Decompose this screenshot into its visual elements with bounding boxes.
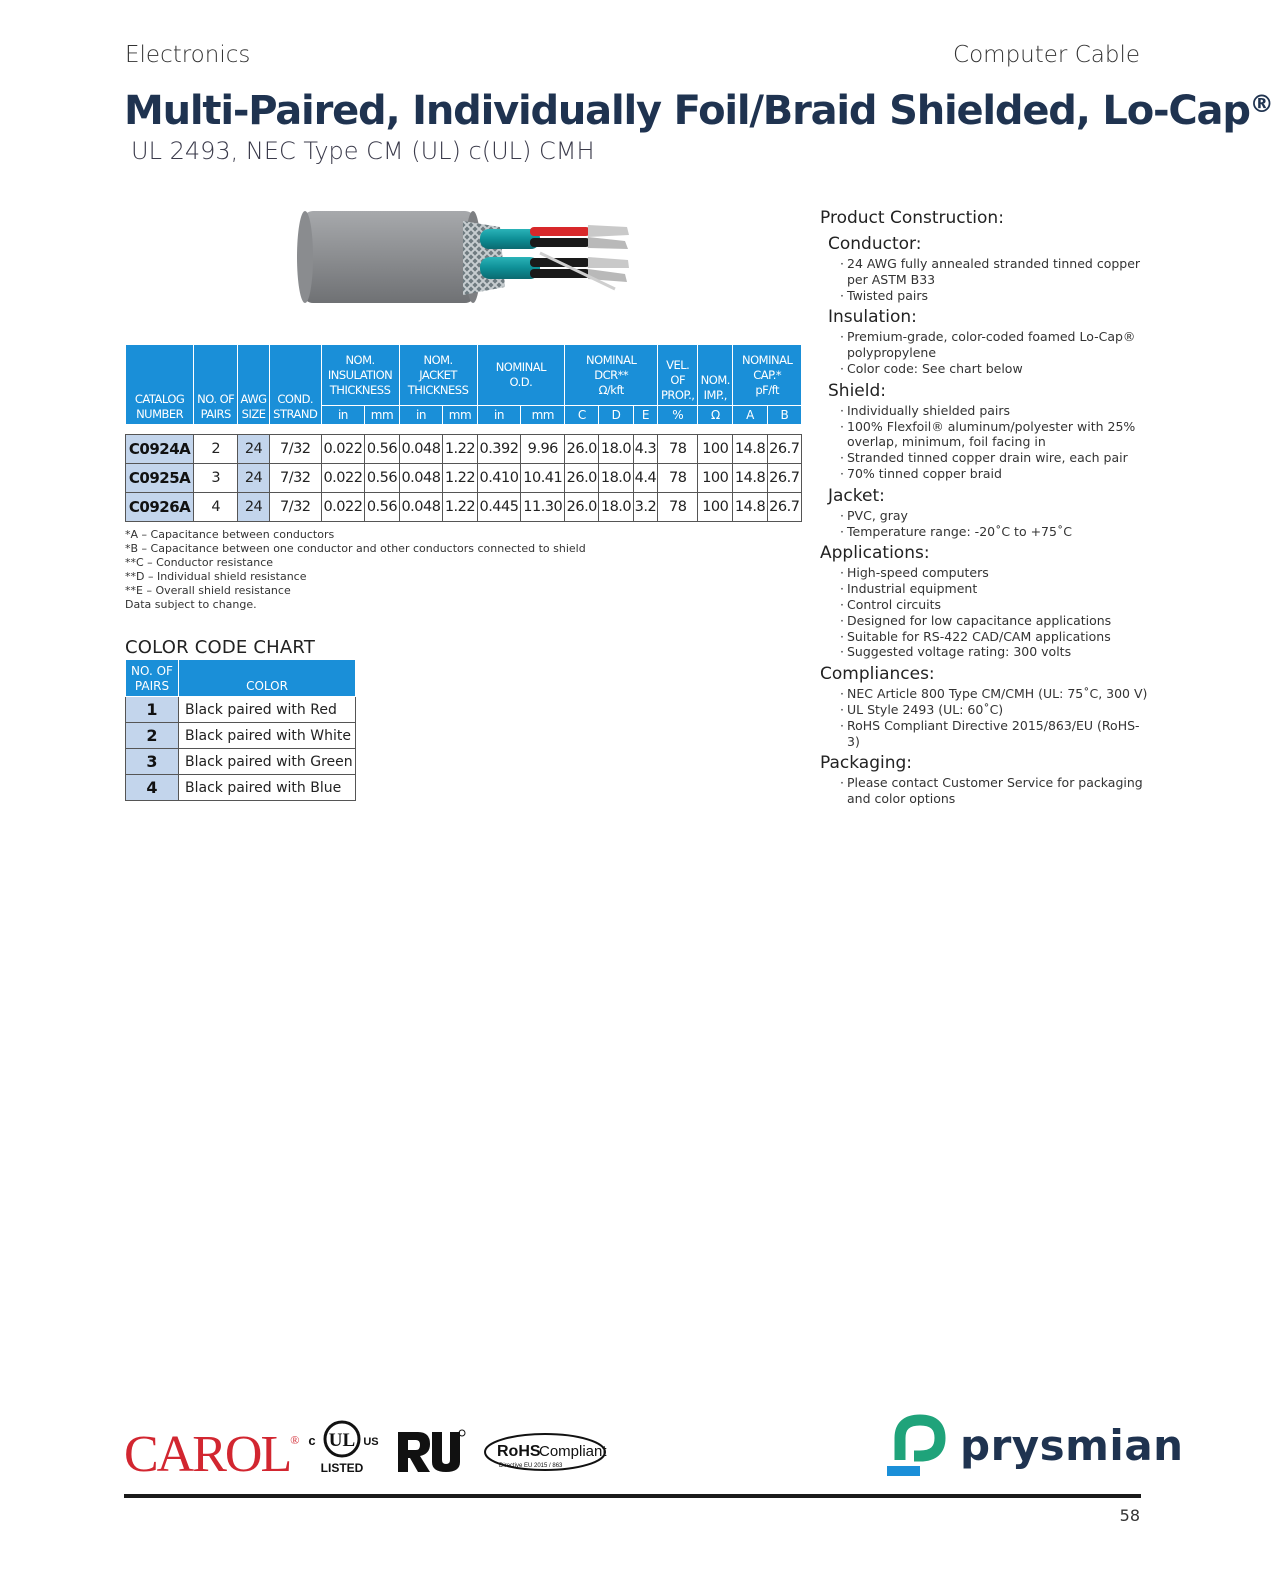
table-cell: 26.0 [565, 493, 599, 522]
conductor-heading: Conductor: [828, 234, 922, 254]
applications-list [820, 565, 1150, 662]
table-cell: 3.2 [633, 493, 658, 522]
col-od: NOMINAL O.D. [477, 345, 565, 406]
footnote: **C – Conductor resistance [125, 556, 274, 569]
table-cell: 24 [238, 464, 270, 493]
table-cell: 0.445 [477, 493, 521, 522]
cul-listed-text: LISTED [320, 1461, 364, 1475]
jacket-list [820, 508, 1150, 542]
list-item: · Stranded tinned copper drain wire, each pair [840, 450, 1150, 466]
table-cell: 0.048 [399, 464, 443, 493]
insulation-heading: Insulation: [828, 307, 917, 328]
registered-mark: ® [1249, 90, 1273, 118]
pair-color: Black paired with White [179, 723, 356, 749]
compliances-heading: Compliances: [820, 664, 935, 685]
category-left: Electronics [125, 42, 251, 68]
table-cell: 24 [238, 493, 270, 522]
spec-table [125, 344, 802, 522]
table-cell: 78 [658, 435, 698, 464]
list-item: · PVC, gray [840, 508, 1150, 524]
table-row [126, 464, 802, 493]
cul-c-text: c [308, 1433, 316, 1448]
table-cell: 18.0 [599, 435, 633, 464]
prysmian-wordmark: prysmian [960, 1421, 1184, 1470]
col-insulation: NOM. INSULATION THICKNESS [321, 345, 399, 406]
unit-cell: A [733, 406, 767, 425]
table-cell: 3 [194, 464, 238, 493]
table-cell: 18.0 [599, 464, 633, 493]
list-item: · 100% Flexfoil® aluminum/polyester with 25% overlap, minimum, foil facing in [840, 419, 1150, 451]
prysmian-mark-icon [886, 1414, 948, 1478]
rohs-sub-text: Compliant [539, 1443, 607, 1460]
table-cell: 24 [238, 435, 270, 464]
catalog-number: C0924A [126, 435, 194, 464]
list-item: · Industrial equipment [840, 581, 1150, 597]
catalog-number: C0926A [126, 493, 194, 522]
color-chart-title: COLOR CODE CHART [125, 637, 316, 658]
unit-cell: B [767, 406, 801, 425]
table-cell: 9.96 [521, 435, 565, 464]
col-jacket: NOM. JACKET THICKNESS [399, 345, 477, 406]
list-item: · Suitable for RS-422 CAD/CAM applications [840, 629, 1150, 645]
unit-cell: in [399, 406, 443, 425]
rohs-compliant-logo [483, 1430, 608, 1474]
table-cell: 1.22 [443, 464, 477, 493]
table-cell: 0.410 [477, 464, 521, 493]
conductor-list [820, 256, 1150, 305]
table-cell: 78 [658, 493, 698, 522]
table-row [126, 697, 356, 723]
table-cell: 100 [698, 464, 733, 493]
ul-recognized-logo [396, 1428, 466, 1476]
jacket-heading: Jacket: [828, 485, 885, 506]
list-item: · Designed for low capacitance applications [840, 613, 1150, 629]
list-item: · RoHS Compliant Directive 2015/863/EU (RoHS-3) [840, 718, 1150, 750]
col-color: COLOR [179, 660, 356, 697]
color-code-table [125, 659, 356, 801]
table-cell: 7/32 [269, 464, 321, 493]
rohs-directive-text: Directive EU 2015 / 863 [499, 1463, 563, 1469]
table-row [126, 493, 802, 522]
list-item: · NEC Article 800 Type CM/CMH (UL: 75˚C, 300 V) [840, 686, 1150, 702]
col-dcr: NOMINAL DCR** Ω/kft [565, 345, 658, 406]
table-cell: 26.7 [767, 464, 801, 493]
table-cell: 1.22 [443, 493, 477, 522]
list-item: · Suggested voltage rating: 300 volts [840, 644, 1150, 660]
applications-heading: Applications: [820, 543, 930, 564]
table-cell: 0.56 [365, 435, 399, 464]
pair-color: Black paired with Blue [179, 775, 356, 801]
table-row [126, 435, 802, 464]
footnote: **D – Individual shield resistance [125, 570, 307, 583]
list-item: · Color code: See chart below [840, 361, 1150, 377]
unit-cell: C [565, 406, 599, 425]
page-title [124, 88, 1273, 134]
table-cell: 14.8 [733, 464, 767, 493]
packaging-heading: Packaging: [820, 753, 913, 774]
pair-number: 4 [126, 775, 179, 801]
cul-ul-text: UL [328, 1430, 356, 1451]
cul-us-text: US [363, 1436, 379, 1448]
col-cap: NOMINAL CAP.* pF/ft [733, 345, 802, 406]
col-awg: AWG SIZE [238, 345, 270, 425]
table-cell: 4.4 [633, 464, 658, 493]
pair-number: 1 [126, 697, 179, 723]
page-number: 58 [1119, 1506, 1140, 1525]
footer-rule [124, 1494, 1141, 1498]
shield-list [820, 403, 1150, 484]
list-item: · Individually shielded pairs [840, 403, 1150, 419]
table-cell: 26.0 [565, 435, 599, 464]
catalog-number: C0925A [126, 464, 194, 493]
list-item: · Please contact Customer Service for packaging and color options [840, 775, 1150, 807]
table-cell: 26.7 [767, 493, 801, 522]
table-cell: 11.30 [521, 493, 565, 522]
table-cell: 18.0 [599, 493, 633, 522]
table-cell: 14.8 [733, 493, 767, 522]
col-catalog: CATALOG NUMBER [126, 345, 194, 425]
table-footnotes [125, 528, 586, 612]
table-cell: 4.3 [633, 435, 658, 464]
unit-cell: E [633, 406, 658, 425]
packaging-list [820, 775, 1150, 809]
table-cell: 14.8 [733, 435, 767, 464]
table-row [126, 749, 356, 775]
cable-illustration [295, 205, 640, 310]
footnote: **E – Overall shield resistance [125, 584, 291, 597]
col-pairs: NO. OF PAIRS [194, 345, 238, 425]
pair-number: 3 [126, 749, 179, 775]
table-cell: 0.048 [399, 493, 443, 522]
construction-heading: Product Construction: [820, 208, 1004, 228]
table-cell: 10.41 [521, 464, 565, 493]
unit-cell: mm [365, 406, 399, 425]
table-cell: 0.56 [365, 493, 399, 522]
rohs-main-text: RoHS [497, 1443, 541, 1460]
table-cell: 1.22 [443, 435, 477, 464]
table-cell: 0.022 [321, 464, 365, 493]
col-imp: NOM. IMP., [698, 345, 733, 406]
table-cell: 0.56 [365, 464, 399, 493]
unit-cell: in [477, 406, 521, 425]
col-pairs: NO. OF PAIRS [126, 660, 179, 697]
table-cell: 0.022 [321, 493, 365, 522]
product-construction [820, 206, 1150, 809]
table-cell: 7/32 [269, 435, 321, 464]
pair-color: Black paired with Green [179, 749, 356, 775]
unit-cell: mm [443, 406, 477, 425]
table-row [126, 775, 356, 801]
table-row [126, 723, 356, 749]
pair-color: Black paired with Red [179, 697, 356, 723]
list-item: · Control circuits [840, 597, 1150, 613]
unit-cell: Ω [698, 406, 733, 425]
pair-number: 2 [126, 723, 179, 749]
list-item: · Temperature range: -20˚C to +75˚C [840, 524, 1150, 540]
list-item: · High-speed computers [840, 565, 1150, 581]
carol-logo: CAROL® [124, 1426, 300, 1483]
footnote: *B – Capacitance between one conductor and other conductors connected to shield [125, 542, 586, 555]
table-cell: 26.0 [565, 464, 599, 493]
table-cell: 26.7 [767, 435, 801, 464]
footnote: Data subject to change. [125, 598, 257, 611]
compliances-list [820, 686, 1150, 751]
unit-cell: mm [521, 406, 565, 425]
col-vel: VEL. OF PROP., [658, 345, 698, 406]
table-cell: 100 [698, 435, 733, 464]
cul-listed-logo [306, 1417, 382, 1477]
table-cell: 0.392 [477, 435, 521, 464]
shield-heading: Shield: [828, 380, 886, 401]
category-right: Computer Cable [953, 42, 1140, 68]
table-cell: 7/32 [269, 493, 321, 522]
unit-cell: D [599, 406, 633, 425]
table-cell: 2 [194, 435, 238, 464]
title-text: Multi-Paired, Individually Foil/Braid Shielded, Lo-Cap [124, 88, 1250, 134]
insulation-list [820, 329, 1150, 378]
col-strand: COND. STRAND [269, 345, 321, 425]
list-item: · 24 AWG fully annealed stranded tinned copper per ASTM B33 [840, 256, 1150, 288]
list-item: · Twisted pairs [840, 288, 1150, 304]
list-item: · 70% tinned copper braid [840, 466, 1150, 482]
footnote: *A – Capacitance between conductors [125, 528, 335, 541]
unit-cell: in [321, 406, 365, 425]
table-cell: 100 [698, 493, 733, 522]
list-item: · Premium-grade, color-coded foamed Lo-Cap® polypropylene [840, 329, 1150, 361]
list-item: · UL Style 2493 (UL: 60˚C) [840, 702, 1150, 718]
table-cell: 4 [194, 493, 238, 522]
unit-cell: % [658, 406, 698, 425]
table-cell: 78 [658, 464, 698, 493]
page-subtitle: UL 2493, NEC Type CM (UL) c(UL) CMH [131, 137, 595, 165]
table-cell: 0.048 [399, 435, 443, 464]
table-cell: 0.022 [321, 435, 365, 464]
